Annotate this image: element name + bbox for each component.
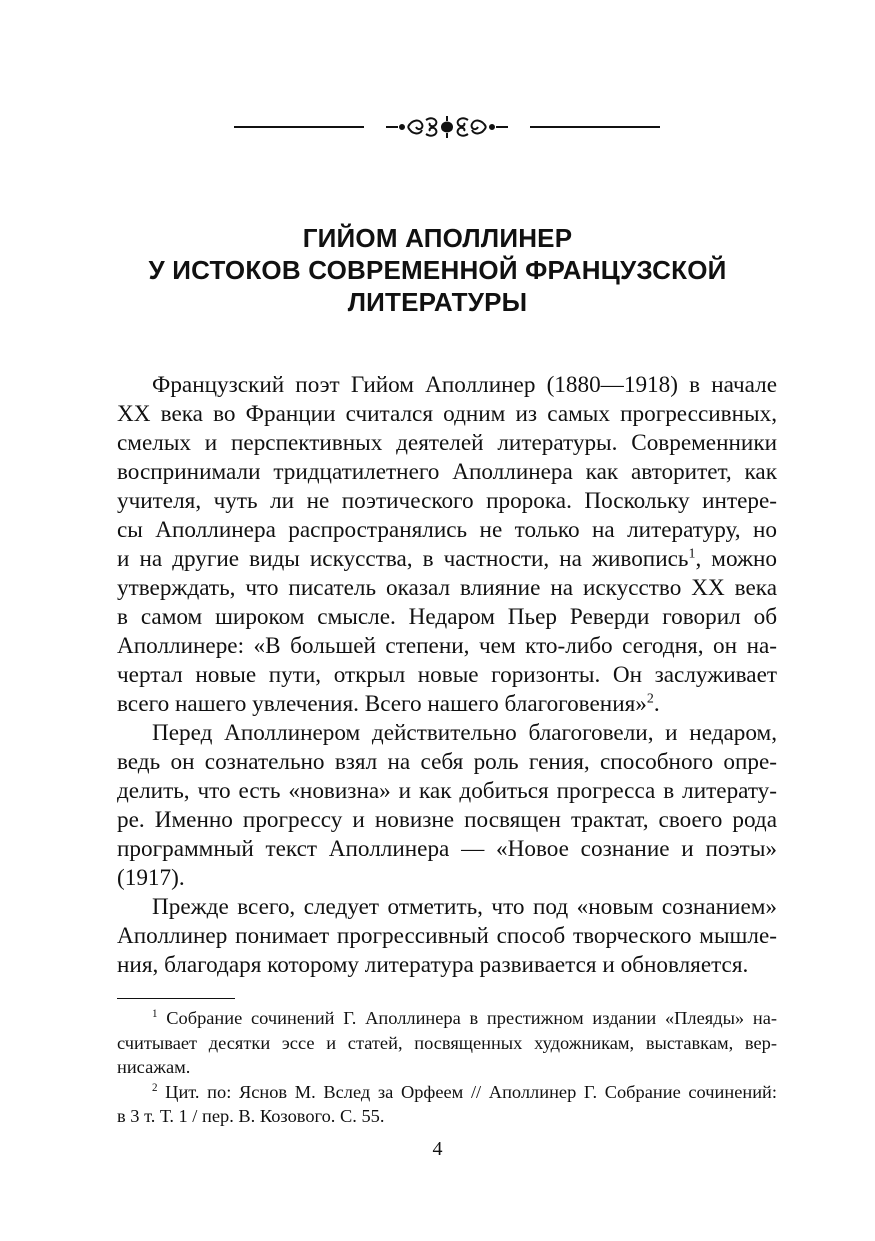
paragraph-1-line: Французский поэт Гийом Аполлинер (1880—1918) в начале <box>152 372 777 398</box>
paragraph-1-line: воспринимали тридцатилетнего Аполлинера как авторитет, как <box>117 459 777 485</box>
paragraph-1-line: чертал новые пути, открыл новые горизонты. Он заслуживает <box>117 662 777 688</box>
paragraph-2-line: ре. Именно прогрессу и новизне посвящен трактат, своего рода <box>117 807 777 833</box>
paragraph-1-line: смелых и перспективных деятелей литературы. Современники <box>117 430 777 456</box>
paragraph-2-line: делить, что есть «новизна» и как добиться прогресса в литерату- <box>117 778 777 804</box>
paragraph-1-line: утверждать, что писатель оказал влияние на искусство XX века <box>117 575 777 601</box>
footnote-1-line: считывает десятки эссе и статей, посвященных художникам, выставкам, вер- <box>117 1032 777 1053</box>
header-ornament <box>232 110 662 144</box>
chapter-title-line-2: У ИСТОКОВ СОВРЕМЕННОЙ ФРАНЦУЗСКОЙ <box>148 255 727 285</box>
body-text <box>117 371 777 980</box>
ornament-rule-right <box>530 126 660 128</box>
paragraph-1-line: XX века во Франции считался одним из самых прогрессивных, <box>117 401 777 427</box>
floral-ornament-icon <box>384 112 510 142</box>
footnote-separator <box>117 998 235 999</box>
paragraph-1-line: в самом широком смысле. Недаром Пьер Реверди говорил об <box>117 604 777 630</box>
ornament-rule-left <box>234 126 364 128</box>
paragraph-3-line: Аполлинер понимает прогрессивный способ творческого мышле- <box>117 923 777 949</box>
paragraph-1-line: Аполлинере: «В большей степени, чем кто-либо сегодня, он на- <box>117 633 777 659</box>
paragraph-2-line: ведь он сознательно взял на себя роль гения, способного опре- <box>117 749 777 775</box>
paragraph-3-line: ния, благодаря которому литература развивается и обновляется. <box>117 952 749 978</box>
paragraph-2-line: (1917). <box>117 865 185 891</box>
footnote-2-line: в 3 т. Т. 1 / пер. В. Козового. С. 55. <box>117 1106 385 1126</box>
paragraph-3-line: Прежде всего, следует отметить, что под «новым сознанием» <box>152 894 777 920</box>
paragraph-1-line-with-footnote: и на другие виды искусства, в частности, на живопись$^1$, можно <box>117 546 777 572</box>
chapter-title-line-1: ГИЙОМ АПОЛЛИНЕР <box>302 223 573 253</box>
footnote-1-marker: 1 <box>152 1007 158 1020</box>
footnotes <box>117 1006 777 1129</box>
footnote-ref-1[interactable]: 1 <box>688 546 696 562</box>
footnote-2-marker: 2 <box>152 1081 158 1094</box>
page-number: 4 <box>432 1138 443 1160</box>
paragraph-2-line: Перед Аполлинером действительно благоговели, и недаром, <box>152 720 777 746</box>
paragraph-2-line: программный текст Аполлинера — «Новое сознание и поэты» <box>117 836 777 862</box>
paragraph-1-line: сы Аполлинера распространялись не только на литературу, но <box>117 517 777 543</box>
footnote-1-line: нисажам. <box>117 1057 191 1077</box>
paragraph-1-line-with-footnote: всего нашего увлечения. Всего нашего благоговения»$^2$. <box>117 691 660 717</box>
footnote-2-line: $^2$ Цит. по: Яснов М. Вслед за Орфеем // Аполлинер Г. Собрание сочинений: <box>152 1081 777 1102</box>
paragraph-1-line: учителя, чуть ли не поэтического пророка. Поскольку интере- <box>117 488 777 514</box>
footnote-1-line: $^1$ Собрание сочинений Г. Аполлинера в престижном издании «Плеяды» на- <box>152 1007 777 1028</box>
chapter-title-line-3: ЛИТЕРАТУРЫ <box>347 287 528 317</box>
footnote-ref-2[interactable]: 2 <box>646 691 654 707</box>
chapter-title <box>60 222 815 318</box>
